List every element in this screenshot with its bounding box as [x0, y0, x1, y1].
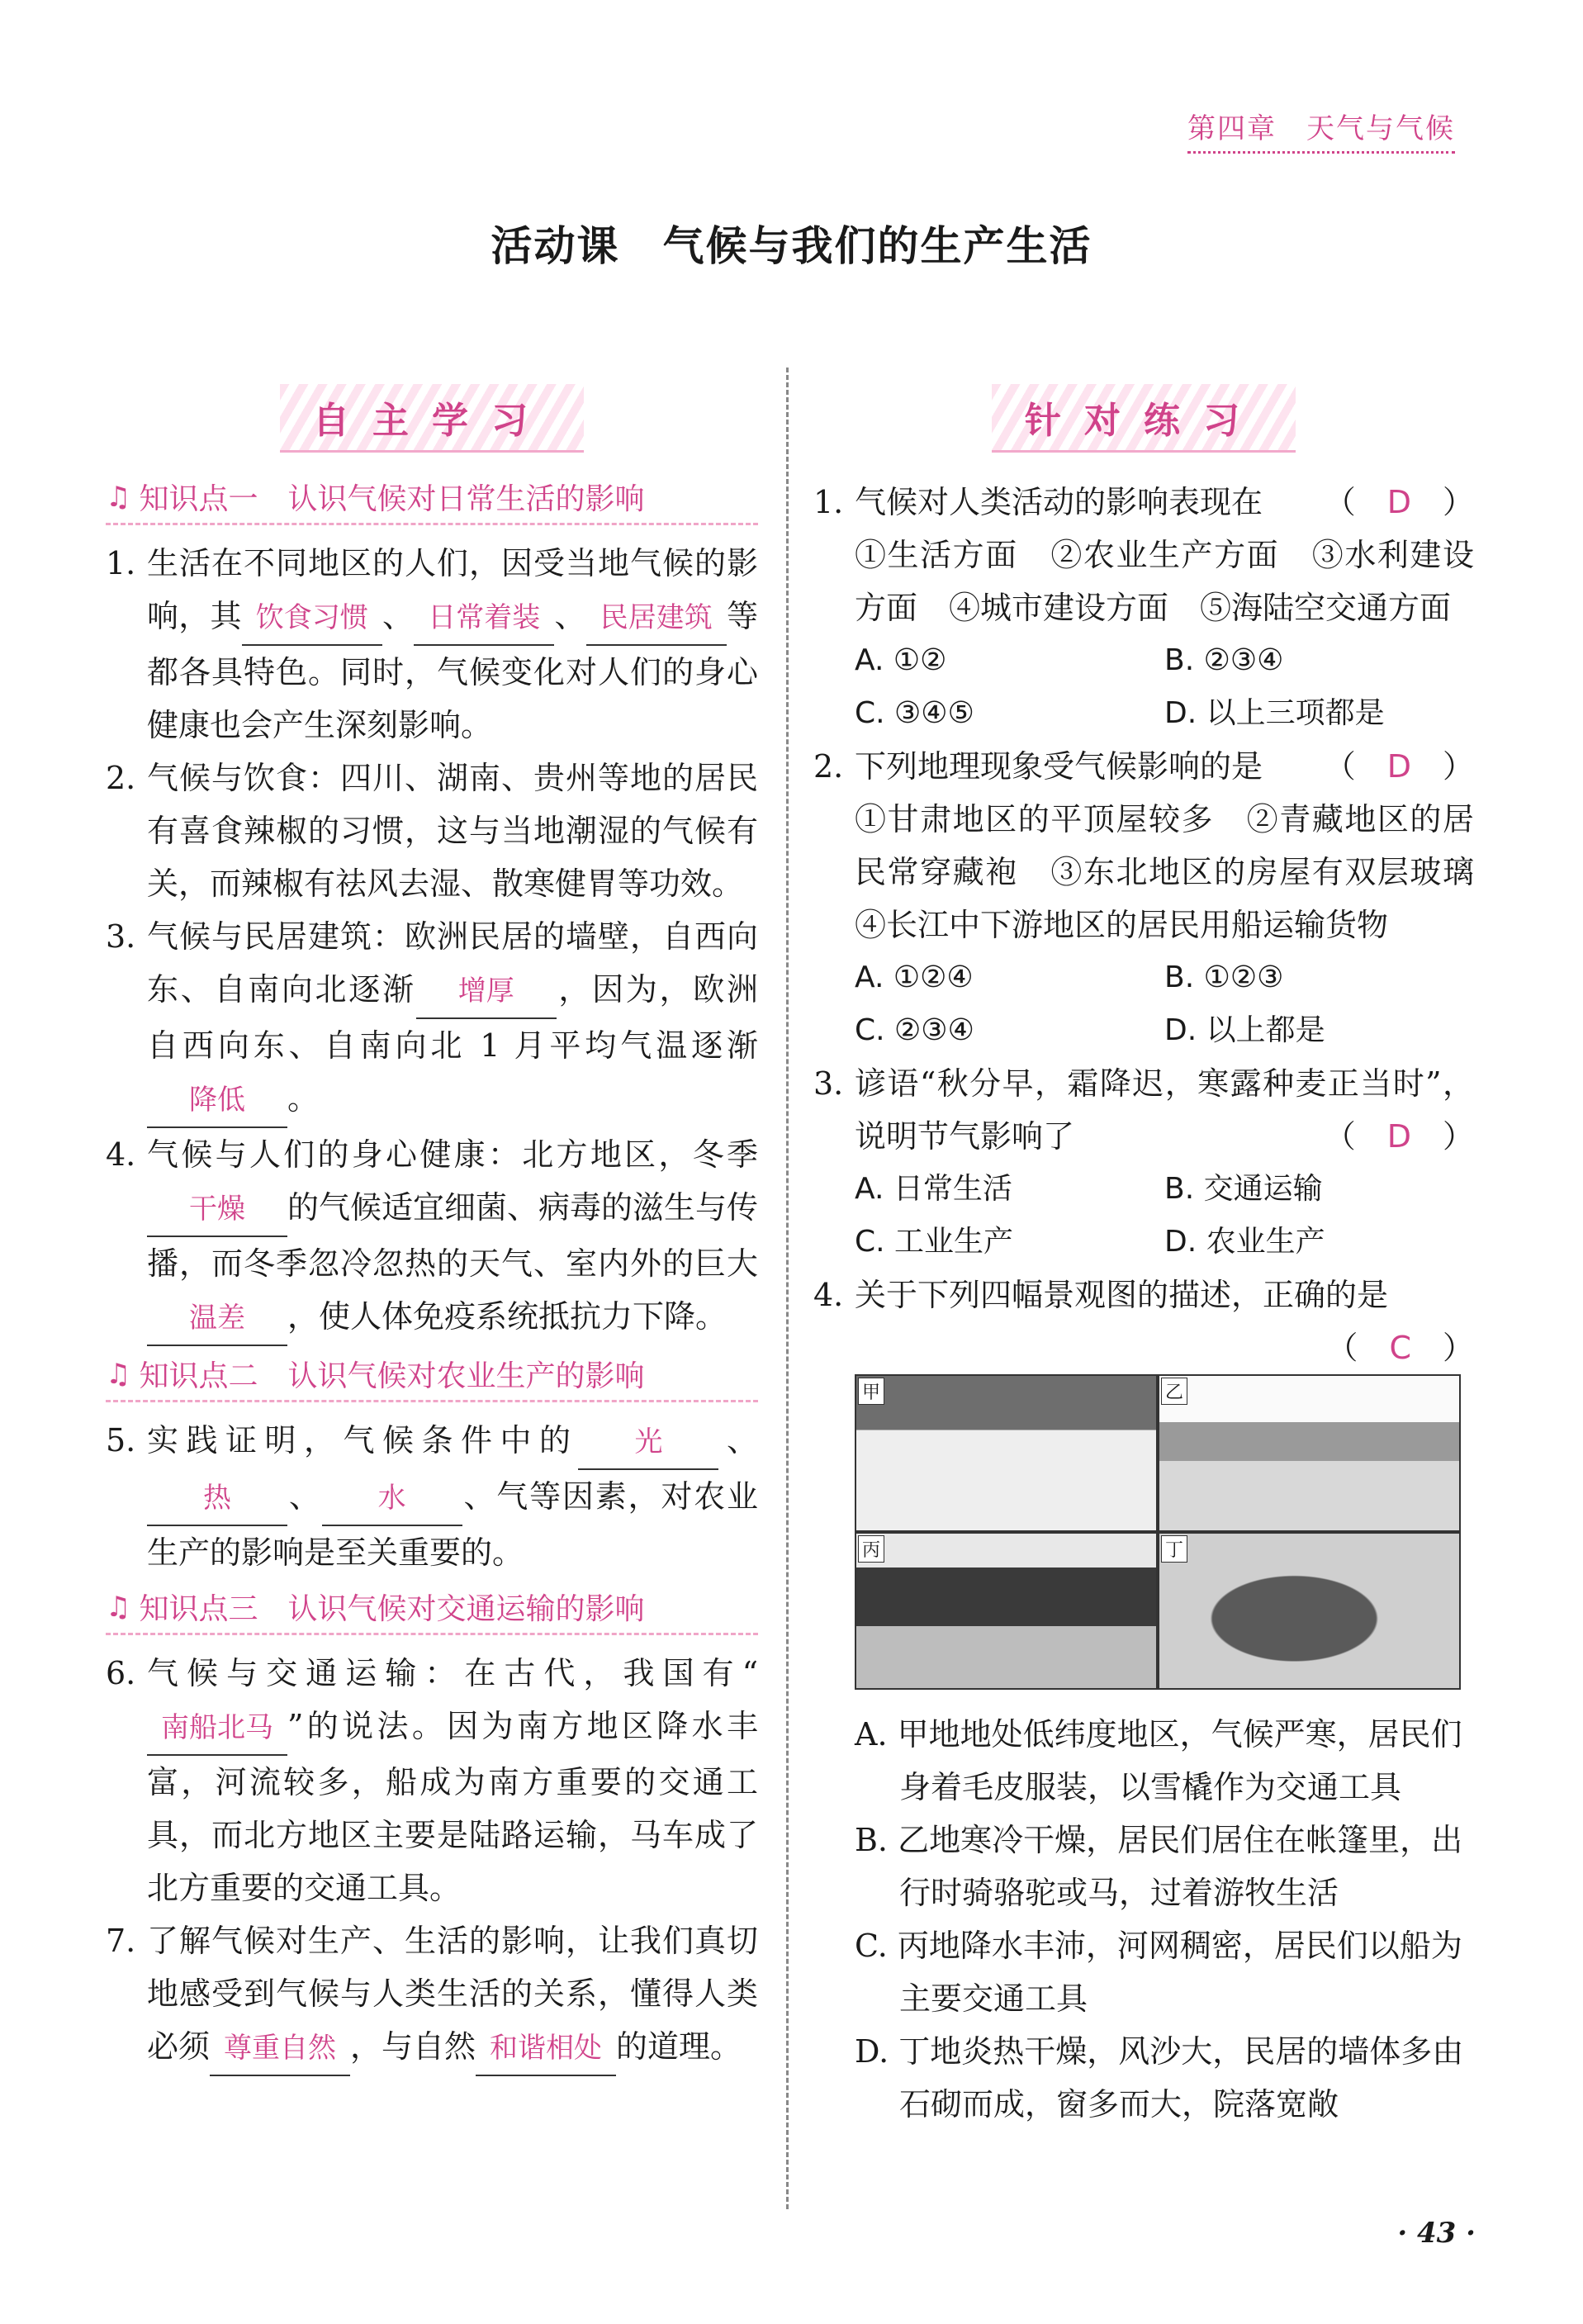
answer-blank: 饮食习惯	[242, 591, 382, 646]
bell-icon: ♫	[106, 1590, 131, 1624]
answer-blank: 热	[147, 1472, 287, 1526]
answer-blank: 民居建筑	[586, 591, 727, 646]
answer-blank: 南船北马	[147, 1701, 287, 1756]
answer-blank: 日常着装	[414, 591, 554, 646]
option-b: B. 乙地寒冷干燥，居民们居住在帐篷里，出行时骑骆驼或马，过着游牧生活	[855, 1822, 1463, 1911]
answer-choice: D	[1386, 484, 1411, 520]
question-3: 3. 气候与民居建筑：欧洲民居的墙壁，自西向东、自南向北逐渐 增厚 ，因为，欧洲自西向东、自南向北 1 月平均气温逐渐降低 。	[106, 910, 758, 1128]
answer-blank: 干燥	[147, 1183, 287, 1237]
answer-blank: 增厚	[416, 965, 557, 1019]
right-column	[813, 376, 1506, 2131]
mc-question-4: 4. 关于下列四幅景观图的描述，正确的是 （ C ）	[813, 1277, 1474, 1366]
practice-banner: 针对练习	[813, 384, 1474, 453]
self-study-banner: 自主学习	[106, 384, 758, 453]
answer-choice: D	[1386, 748, 1411, 785]
bell-icon: ♫	[106, 1357, 131, 1391]
option-d: D. 丁地炎热干燥，风沙大，民居的墙体多由石砌而成，窗多而大，院落宽敞	[855, 2033, 1464, 2122]
question-4: 4. 气候与人们的身心健康：北方地区，冬季干燥 的气候适宜细菌、病毒的滋生与传播，而冬季忽冷忽热的天气、室内外的巨大温差 ，使人体免疫系统抵抗力下降。	[106, 1128, 758, 1346]
option-a: A. 甲地地处低纬度地区，气候严寒，居民们身着毛皮服装，以雪橇作为交通工具	[855, 1716, 1462, 1805]
knowledge-point-2: ♫ 知识点二 认识气候对农业生产的影响	[106, 1353, 758, 1402]
question-6: 6. 气候与交通运输：在古代，我国有“南船北马 ”的说法。因为南方地区降水丰富，河流较多，船成为南方重要的交通工具，而北方地区主要是陆路运输，马车成了北方重要的交通工具。	[106, 1655, 758, 1906]
photo-bing: 丙	[856, 1534, 1156, 1688]
answer-blank: 尊重自然	[210, 2022, 350, 2076]
answer-choice: C	[1389, 1330, 1411, 1366]
mc-question-1: 1. 气候对人类活动的影响表现在 （ D ） ①生活方面 ②农业生产方面 ③水利建设方面 ④城市建设方面 ⑤海陆空交通方面	[813, 484, 1474, 626]
options-q1: A. ①② B. ②③④ C. ③④⑤ D. 以上三项都是	[855, 643, 1385, 730]
options-q3: A. 日常生活 B. 交通运输 C. 工业生产 D. 农业生产	[855, 1172, 1325, 1259]
bell-icon: ♫	[106, 480, 131, 514]
photo-yi: 乙	[1159, 1376, 1459, 1530]
page-title: 活动课 气候与我们的生产生活	[491, 221, 1092, 270]
photo-ding: 丁	[1159, 1534, 1459, 1688]
answer-blank: 和谐相处	[476, 2022, 616, 2076]
mc-question-2: 2. 下列地理现象受气候影响的是 （ D ） ①甘肃地区的平顶屋较多 ②青藏地区的居民常穿藏袍 ③东北地区的房屋有双层玻璃 ④长江中下游地区的居民用船运输货物	[813, 748, 1506, 943]
question-5: 5. 实践证明，气候条件中的 光 、热 、 水 、气等因素，对农业生产的影响是至关重要的。	[106, 1414, 758, 1579]
question-2: 2. 气候与饮食：四川、湖南、贵州等地的居民有喜食辣椒的习惯，这与当地潮湿的气候有关，而辣椒有祛风去湿、散寒健胃等功效。	[106, 760, 758, 902]
answer-blank: 温差	[147, 1292, 287, 1346]
chapter-header: 第四章 天气与气候	[1187, 106, 1455, 154]
knowledge-point-3: ♫ 知识点三 认识气候对交通运输的影响	[106, 1586, 758, 1635]
photo-jia: 甲	[856, 1376, 1156, 1530]
options-q2: A. ①②④ B. ①②③ C. ②③④ D. 以上都是	[855, 960, 1325, 1047]
left-column	[106, 376, 758, 2076]
page-number: · 43 ·	[1397, 2217, 1476, 2250]
answer-blank: 光	[578, 1416, 718, 1470]
answer-choice: D	[1386, 1118, 1411, 1155]
option-c: C. 丙地降水丰沛，河网稠密，居民们以船为主要交通工具	[855, 1928, 1462, 2017]
question-7: 7. 了解气候对生产、生活的影响，让我们真切地感受到气候与人类生活的关系，懂得人类必须 尊重自然 ，与自然 和谐相处 的道理。	[106, 1914, 758, 2076]
knowledge-point-1: ♫ 知识点一 认识气候对日常生活的影响	[106, 476, 758, 525]
question-1: 1. 生活在不同地区的人们，因受当地气候的影响，其 饮食习惯 、 日常着装 、 民居建筑 等都各具特色。同时，气候变化对人们的身心健康也会产生深刻影响。	[106, 545, 758, 743]
mc-question-3: 3. 谚语“秋分早，霜降迟，寒露种麦正当时”，说明节气影响了 （ D ）	[813, 1065, 1474, 1155]
landscape-photos	[855, 1374, 1461, 1690]
answer-blank: 降低	[147, 1074, 287, 1128]
column-divider	[786, 368, 789, 2209]
answer-blank: 水	[322, 1472, 462, 1526]
